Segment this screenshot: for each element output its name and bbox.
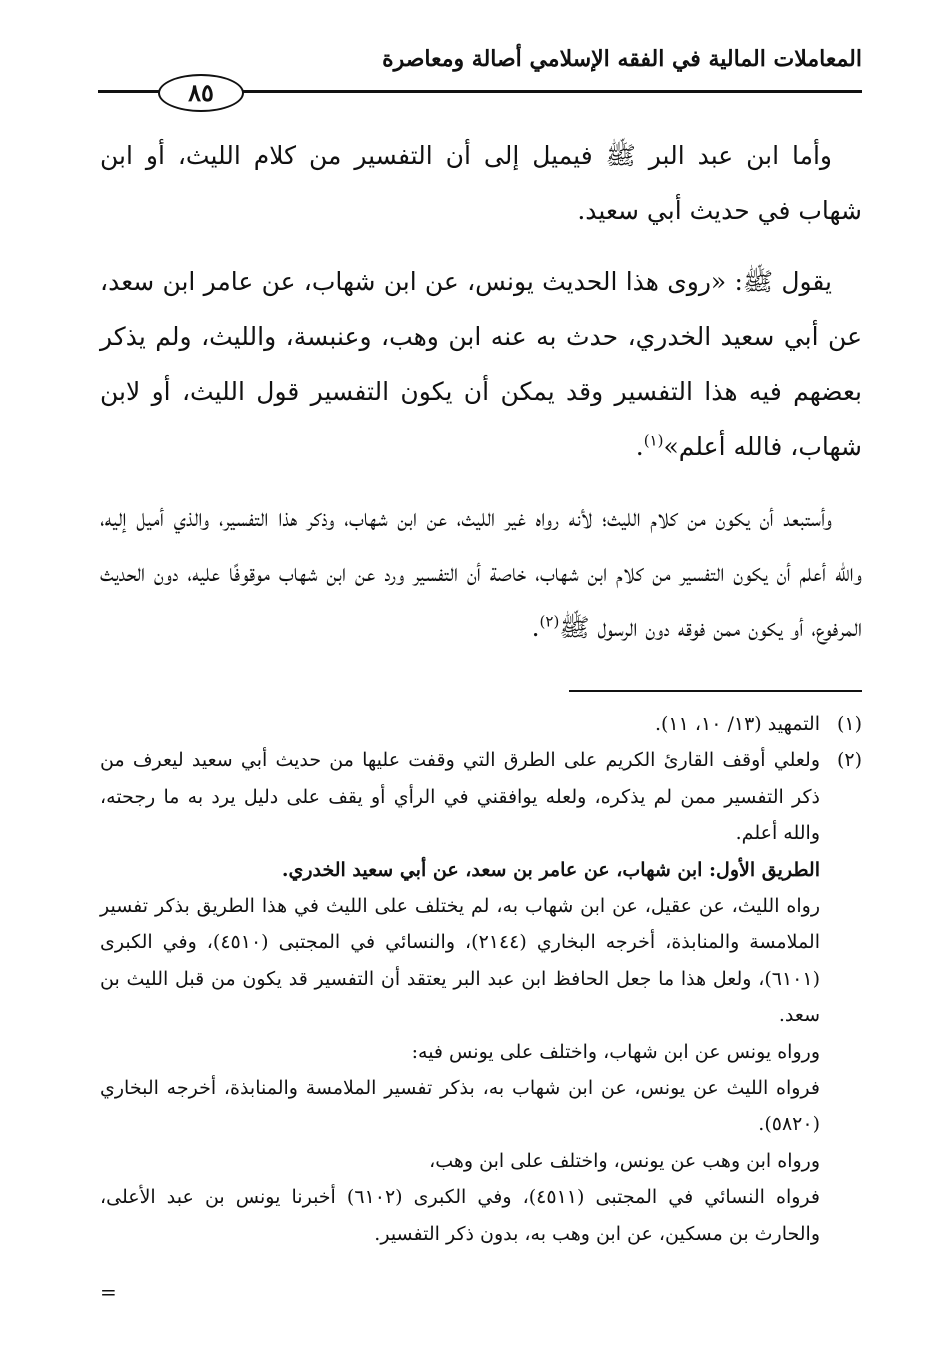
footnote-line-2: ورواه يونس عن ابن شهاب، واختلف على يونس فيه: xyxy=(411,1040,820,1063)
paragraph-2-text: يقول ﷺ: «روى هذا الحديث يونس، عن ابن شهاب، عن عامر ابن سعد، عن أبي سعيد الخدري، حدث به عنه ابن وهب، وعنبسة، والليث، ولم يذكر بعضهم فيه هذا التفسير وقد يمكن أن يكون التفسير قول الليث، أو لابن شهاب، فالله أعلم» xyxy=(100,267,862,461)
footnote-heading-first-route: الطريق الأول: ابن شهاب، عن عامر بن سعد، عن أبي سعيد الخدري. xyxy=(281,858,820,881)
footnote-line-3: فرواه الليث عن يونس، عن ابن شهاب به، بذكر تفسير الملامسة والمنابذة، أخرجه البخاري (٥٨٢٠). xyxy=(100,1077,820,1136)
paragraph-2-end: . xyxy=(635,432,644,461)
paragraph-2 xyxy=(100,254,862,474)
footnote-2-number: (٢) xyxy=(836,749,862,772)
running-header-title: المعاملات المالية في الفقه الإسلامي أصالة ومعاصرة xyxy=(382,46,862,72)
footnote-1-text: التمهيد (١٣/ ١٠، ١١). xyxy=(654,713,820,735)
paragraph-3 xyxy=(100,490,862,655)
footnote-ref-1[interactable]: (١) xyxy=(643,431,664,450)
footnote-line-4: ورواه ابن وهب عن يونس، واختلف على ابن وهب، xyxy=(429,1149,820,1172)
footnote-2 xyxy=(100,742,862,851)
page-number-badge: ٨٥ xyxy=(158,74,244,112)
footnote-1-number: (١) xyxy=(836,713,862,735)
footnote-2-text: ولعلي أوقف القارئ الكريم على الطرق التي وقفت عليها من حديث أبي سعيد ليعرف من ذكر التفسير ممن لم يذكره، ولعله يوافقني في الرأي أو يقف على دليل يرد به ما رجحته، والله أعلم. xyxy=(100,749,820,845)
paragraph-3-end: . xyxy=(531,613,540,642)
main-text xyxy=(100,128,862,671)
paragraph-1-text: وأما ابن عبد البر ﷺ فيميل إلى أن التفسير من كلام الليث، أو ابن شهاب في حديث أبي سعيد. xyxy=(100,141,862,225)
paragraph-3-text: وأستبعد أن يكون من كلام الليث؛ لأنه رواه غير الليث، عن ابن شهاب، وذكر هذا التفسير، والذي أميل إليه، والله أعلم أن يكون التفسير من كلام ابن شهاب، خاصة أن التفسير ورد عن ابن شهاب موقوفًا عليه، دون الحديث المرفوع، أو يكون ممن فوقه دون الرسول ﷺ xyxy=(100,503,862,642)
footnote-1 xyxy=(100,706,862,742)
paragraph-1 xyxy=(100,128,862,238)
footnote-ref-2[interactable]: (٢) xyxy=(539,612,560,631)
footnotes-section xyxy=(100,706,862,1252)
footnote-separator xyxy=(569,690,862,692)
footnote-line-5: فرواه النسائي في المجتبى (٤٥١١)، وفي الكبرى (٦١٠٢) أخبرنا يونس بن عبد الأعلى، والحارث بن مسكين، عن ابن وهب به، بدون ذكر التفسير. xyxy=(100,1186,820,1245)
continuation-mark: = xyxy=(100,1280,117,1304)
footnote-line-1: رواه الليث، عن عقيل، عن ابن شهاب به، لم يختلف على الليث في هذا الطريق بذكر تفسير الملامسة والمنابذة، أخرجه البخاري (٢١٤٤)، والنسائي في المجتبى (٤٥١٠)، وفي الكبرى (٦١٠١)، ولعل هذا ما جعل الحافظ ابن عبد البر يعتقد أن التفسير قد يكون من قبل الليث بن سعد. xyxy=(100,895,821,1027)
